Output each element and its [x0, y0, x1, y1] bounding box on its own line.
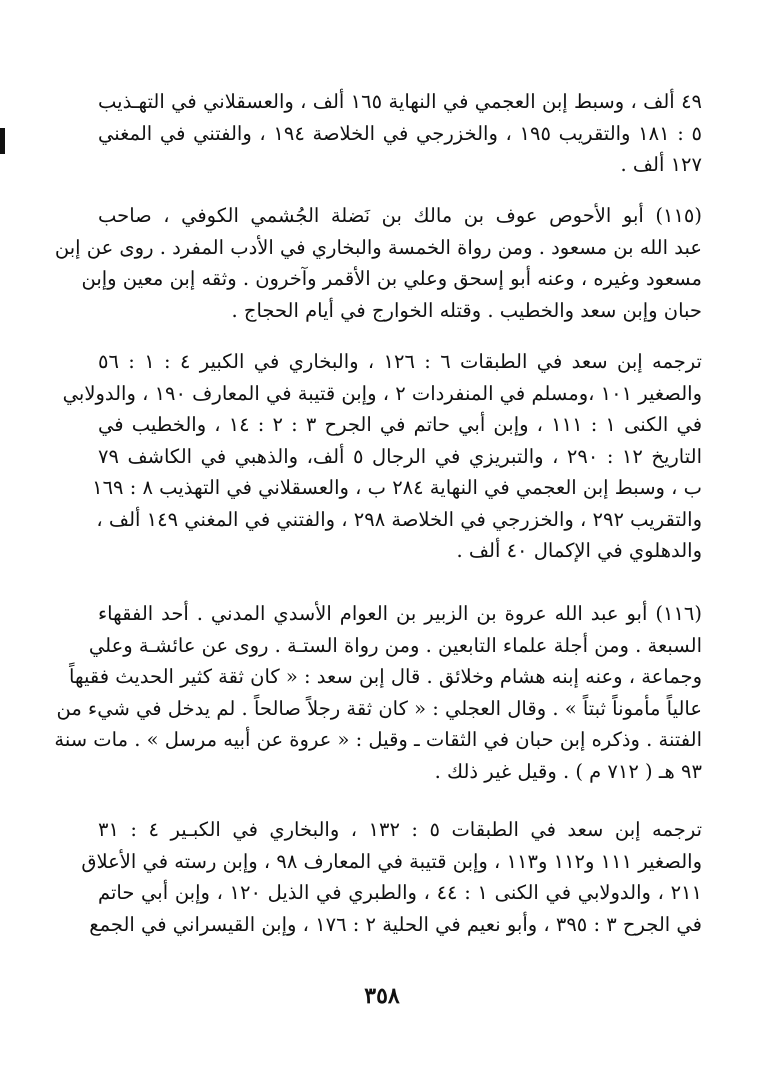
page-edge-mark [0, 128, 5, 154]
text-line: ترجمه إبن سعد في الطبقات ٥ : ١٣٢ ، والبخاري في الكبـير ٤ : ٣١ [98, 818, 703, 841]
entry-116-biography [54, 598, 702, 787]
entry-115-biography [54, 200, 702, 326]
text-line: السبعة . ومن أجلة علماء التابعين . ومن رواة الستـة . روى عن عائشـة وعلي [88, 633, 702, 657]
text-line: ٤٩ ألف ، وسبط إبن العجمي في النهاية ١٦٥ ألف ، والعسقلاني في التهـذيب [98, 90, 703, 113]
text-line: (١١٦) أبو عبد الله عروة بن الزبير بن العوام الأسدي المدني . أحد الفقهاء [98, 602, 702, 625]
page-number: ٣٥٨ [364, 983, 400, 1009]
text-line: (١١٥) أبو الأحوص عوف بن مالك بن نَضلة الجُشمي الكوفي ، صاحب [98, 204, 702, 227]
text-line: التاريخ ١٢ : ٢٩٠ ، والتبريزي في الرجال ٥ ألف، والذهبي في الكاشف ٧٩ [98, 444, 702, 468]
text-line: حبان وإبن سعد والخطيب . وقتله الخوارج في أيام الحجاج . [231, 298, 702, 322]
text-line: ٩٣ هـ ( ٧١٢ م ) . وقيل غير ذلك . [434, 759, 702, 783]
text-line: ٥ : ١٨١ والتقريب ١٩٥ ، والخزرجي في الخلاصة ١٩٤ ، والفتني في المغني [98, 121, 702, 145]
text-line: والصغير ١١١ و١١٢ و١١٣ ، وإبن قتيبة في المعارف ٩٨ ، وإبن رسته في الأعلاق [81, 849, 702, 873]
entry-115-references [62, 346, 703, 567]
text-line: عالياً مأموناً ثبتاً » . وقال العجلي : « كان ثقة رجلاً صالحاً . لم يدخل في شيء من [56, 696, 702, 720]
entry-116-references [81, 814, 703, 940]
text-line: والصغير ١٠١ ،ومسلم في المنفردات ٢ ، وإبن قتيبة في المعارف ١٩٠ ، والدولابي [62, 381, 702, 405]
text-line: الفتنة . وذكره إبن حبان في الثقات ـ وقيل : « عروة عن أبيه مرسل » . مات سنة [54, 728, 702, 751]
text-line: عبد الله بن مسعود . ومن رواة الخمسة والبخاري في الأدب المفرد . روى عن إبن [54, 235, 702, 259]
text-line: ١٢٧ ألف . [620, 153, 702, 176]
text-line: في الكنى ١ : ١١١ ، وإبن أبي حاتم في الجرح ٣ : ٢ : ١٤ ، والخطيب في [98, 413, 703, 436]
text-line: مسعود وغيره ، وعنه أبو إسحق وعلي بن الأقمر وآخرون . وثقه إبن معين وإبن [81, 267, 702, 290]
text-line: ترجمه إبن سعد في الطبقات ٦ : ١٢٦ ، والبخاري في الكبير ٤ : ١ : ٥٦ [98, 350, 702, 373]
text-line: والتقريب ٢٩٢ ، والخزرجي في الخلاصة ٢٩٨ ، والفتني في المغني ١٤٩ ألف ، [96, 507, 702, 531]
text-line: والدهلوي في الإكمال ٤٠ ألف . [456, 539, 702, 562]
text-line: ٢١١ ، والدولابي في الكنى ١ : ٤٤ ، والطبري في الذيل ١٢٠ ، وإبن أبي حاتم [98, 881, 702, 904]
text-line: في الجرح ٣ : ٣٩٥ ، وأبو نعيم في الحلية ٢ : ١٧٦ ، وإبن القيسراني في الجمع [89, 912, 702, 936]
text-line: ب ، وسبط إبن العجمي في النهاية ٢٨٤ ب ، والعسقلاني في التهذيب ٨ : ١٦٩ [92, 476, 702, 499]
text-line: وجماعة ، وعنه إبنه هشام وخلائق . قال إبن سعد : « كان ثقة كثير الحديث فقيهاً [69, 665, 702, 688]
paragraph-continuation [98, 86, 702, 181]
